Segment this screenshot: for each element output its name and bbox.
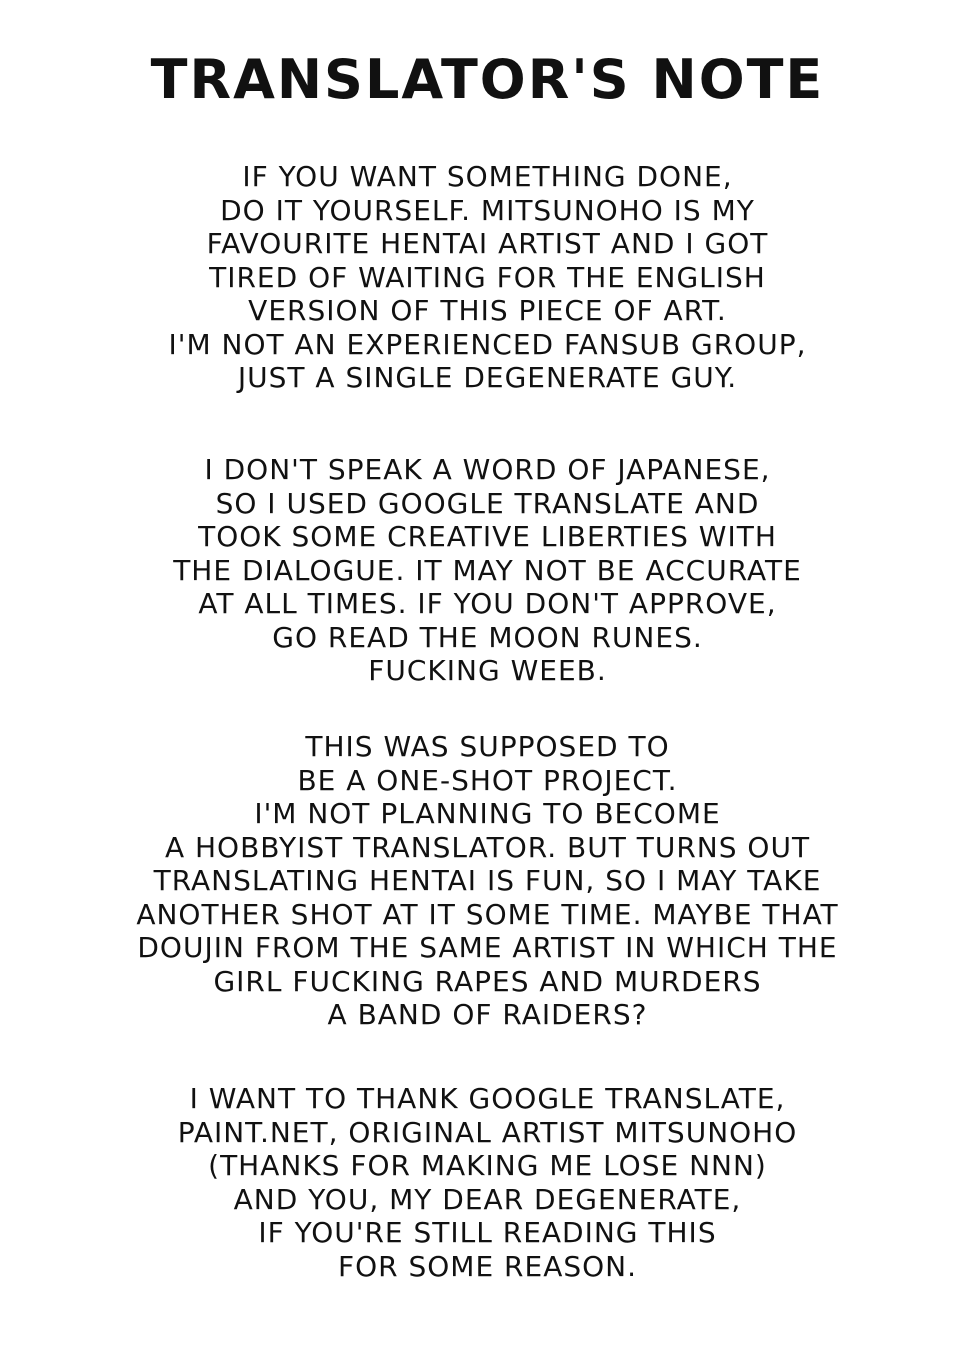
paragraph-line: DO IT YOURSELF. MITSUNOHO IS MY bbox=[220, 193, 755, 227]
paragraph-line: FOR SOME REASON. bbox=[337, 1249, 638, 1283]
paragraph-line: VERSION OF THIS PIECE OF ART. bbox=[248, 294, 727, 327]
paragraph-line: GIRL FUCKING RAPES AND MURDERS bbox=[213, 964, 762, 998]
paragraph-line: ANOTHER SHOT AT IT SOME TIME. MAYBE THAT bbox=[136, 897, 839, 931]
paragraph-project bbox=[100, 730, 875, 1032]
paragraph-line: DOUJIN FROM THE SAME ARTIST IN WHICH THE bbox=[137, 931, 838, 964]
paragraph-line: TIRED OF WAITING FOR THE ENGLISH bbox=[209, 260, 766, 294]
paragraph-line: GO READ THE MOON RUNES. bbox=[272, 620, 703, 654]
paragraph-intro bbox=[100, 160, 875, 395]
paragraph-line: TRANSLATING HENTAI IS FUN, SO I MAY TAKE bbox=[153, 864, 822, 897]
paragraph-line: PAINT.NET, ORIGINAL ARTIST MITSUNOHO bbox=[177, 1115, 798, 1149]
paragraph-line: SO I USED GOOGLE TRANSLATE AND bbox=[215, 486, 760, 520]
paragraph-line: THE DIALOGUE. IT MAY NOT BE ACCURATE bbox=[173, 553, 802, 587]
paragraph-line: IF YOU'RE STILL READING THIS bbox=[258, 1216, 717, 1249]
page-title: TRANSLATOR'S NOTE bbox=[150, 48, 825, 111]
paragraph-line: A BAND OF RAIDERS? bbox=[327, 998, 648, 1031]
paragraph-line: I WANT TO THANK GOOGLE TRANSLATE, bbox=[189, 1082, 786, 1115]
paragraph-thanks bbox=[100, 1082, 875, 1283]
paragraph-line: I DON'T SPEAK A WORD OF JAPANESE, bbox=[204, 453, 771, 486]
paragraph-line: AND YOU, MY DEAR DEGENERATE, bbox=[233, 1182, 742, 1216]
paragraph-line: IF YOU WANT SOMETHING DONE, bbox=[242, 160, 733, 193]
paragraph-line: (THANKS FOR MAKING ME LOSE NNN) bbox=[208, 1149, 767, 1182]
paragraph-line: TOOK SOME CREATIVE LIBERTIES WITH bbox=[198, 520, 777, 553]
paragraph-line: I'M NOT AN EXPERIENCED FANSUB GROUP, bbox=[168, 327, 807, 361]
paragraph-translation bbox=[100, 453, 875, 688]
paragraph-line: A HOBBYIST TRANSLATOR. BUT TURNS OUT bbox=[164, 830, 811, 864]
paragraph-line: FUCKING WEEB. bbox=[368, 654, 607, 687]
paragraph-line: BE A ONE-SHOT PROJECT. bbox=[297, 763, 678, 797]
paragraph-line: THIS WAS SUPPOSED TO bbox=[305, 730, 670, 763]
paragraph-line: JUST A SINGLE DEGENERATE GUY. bbox=[237, 361, 738, 394]
paragraph-line: I'M NOT PLANNING TO BECOME bbox=[254, 797, 721, 830]
paragraph-line: AT ALL TIMES. IF YOU DON'T APPROVE, bbox=[198, 587, 777, 620]
paragraph-line: FAVOURITE HENTAI ARTIST AND I GOT bbox=[206, 227, 769, 260]
